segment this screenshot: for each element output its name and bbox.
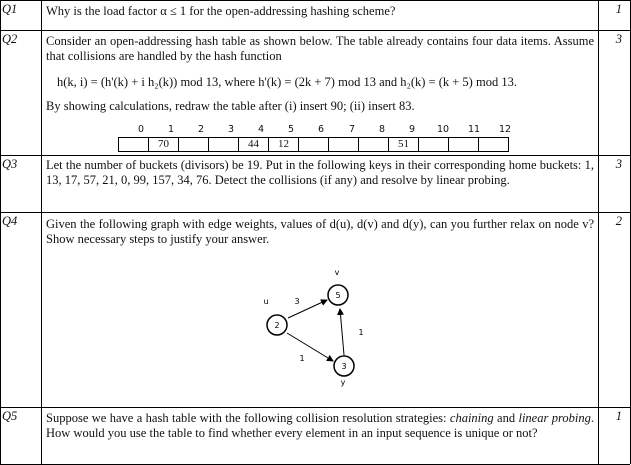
- index-label: 4: [258, 124, 265, 135]
- hash-cell: 44: [239, 138, 269, 152]
- hash-cell: 12: [269, 138, 299, 152]
- edge-u-y-weight: 1: [299, 354, 305, 363]
- question-number: Q1: [2, 2, 18, 16]
- question-text: Let the number of buckets (divisors) be 19. Put in the following keys in their corresponding home buckets: 1, 13, 17, 57, 21, 0, 99, 157, 34, 76. Detect the collisions (if any) and resolve by linear probing.: [46, 158, 594, 187]
- hash-cell: [329, 138, 359, 152]
- index-label: 2: [198, 124, 205, 135]
- index-label: 11: [468, 124, 481, 135]
- node-y-value: 3: [341, 362, 347, 371]
- graph-diagram: [250, 263, 380, 398]
- question-row-q1: [0, 0, 630, 21]
- question-number: Q3: [2, 157, 18, 171]
- hash-cell: [359, 138, 389, 152]
- question-text-part: Suppose we have a hash table with the following collision resolution strategies:: [46, 411, 450, 425]
- hash-cell: [419, 138, 449, 152]
- question-number: Q4: [2, 214, 18, 228]
- index-label: 8: [379, 124, 386, 135]
- question-row-q5: [0, 407, 630, 465]
- index-label: 6: [318, 124, 325, 135]
- index-label: 0: [138, 124, 145, 135]
- hash-function-formula: h(k, i) = (h'(k) + i h₂(k)) mod 13, where h'(k) = (2k + 7) mod 13 and h₂(k) = (k + 5) mod 13.: [57, 75, 517, 89]
- hash-cell: [179, 138, 209, 152]
- index-label: 10: [437, 124, 450, 135]
- edge-u-y: [287, 333, 333, 361]
- emphasis-linear-probing: linear probing: [518, 411, 591, 425]
- question-text: Consider an open-addressing hash table as shown below. The table already contains four data items. Assume that collisions are handled by the hash function: [46, 34, 594, 63]
- hash-cell: 70: [149, 138, 179, 152]
- question-marks: 1: [615, 2, 622, 16]
- hash-cell: [119, 138, 149, 152]
- question-text-part: and: [493, 411, 519, 425]
- hash-cell: [299, 138, 329, 152]
- node-u-label: u: [263, 297, 269, 306]
- node-v-label: v: [334, 268, 340, 277]
- question-text: [46, 411, 594, 441]
- edge-y-v: [340, 309, 344, 355]
- index-label: 9: [409, 124, 416, 135]
- index-label: 12: [499, 124, 512, 135]
- question-marks: 3: [615, 157, 622, 171]
- edge-u-v-weight: 3: [294, 297, 300, 306]
- question-row-q2: [0, 30, 630, 156]
- question-text: Given the following graph with edge weights, values of d(u), d(v) and d(y), can you further relax on node v? Show necessary steps to justify your answer.: [46, 217, 594, 246]
- node-y-label: y: [340, 378, 346, 387]
- edge-y-v-weight: 1: [358, 328, 364, 337]
- question-marks: 2: [615, 214, 622, 228]
- question-text-part: . How would you use the table to find whether every element in an input sequence is unique or not?: [46, 411, 594, 440]
- emphasis-chaining: chaining: [449, 411, 494, 425]
- node-u-value: 2: [274, 321, 280, 330]
- hash-cell: 51: [389, 138, 419, 152]
- index-label: 5: [288, 124, 295, 135]
- question-marks: 1: [615, 409, 622, 423]
- question-row-q4: [0, 212, 630, 408]
- question-instruction: By showing calculations, redraw the table after (i) insert 90; (ii) insert 83.: [46, 99, 415, 113]
- question-marks: 3: [615, 32, 622, 46]
- hash-cell: [449, 138, 479, 152]
- hash-cell: [209, 138, 239, 152]
- question-number: Q2: [2, 32, 18, 46]
- index-label: 7: [349, 124, 356, 135]
- index-label: 1: [168, 124, 175, 135]
- question-text: Why is the load factor α ≤ 1 for the open-addressing hashing scheme?: [46, 4, 396, 18]
- question-row-q3: [0, 155, 630, 211]
- node-v-value: 5: [335, 291, 341, 300]
- hash-table: [118, 137, 509, 152]
- question-number: Q5: [2, 409, 18, 423]
- index-label: 3: [228, 124, 235, 135]
- hash-cell: [479, 138, 509, 152]
